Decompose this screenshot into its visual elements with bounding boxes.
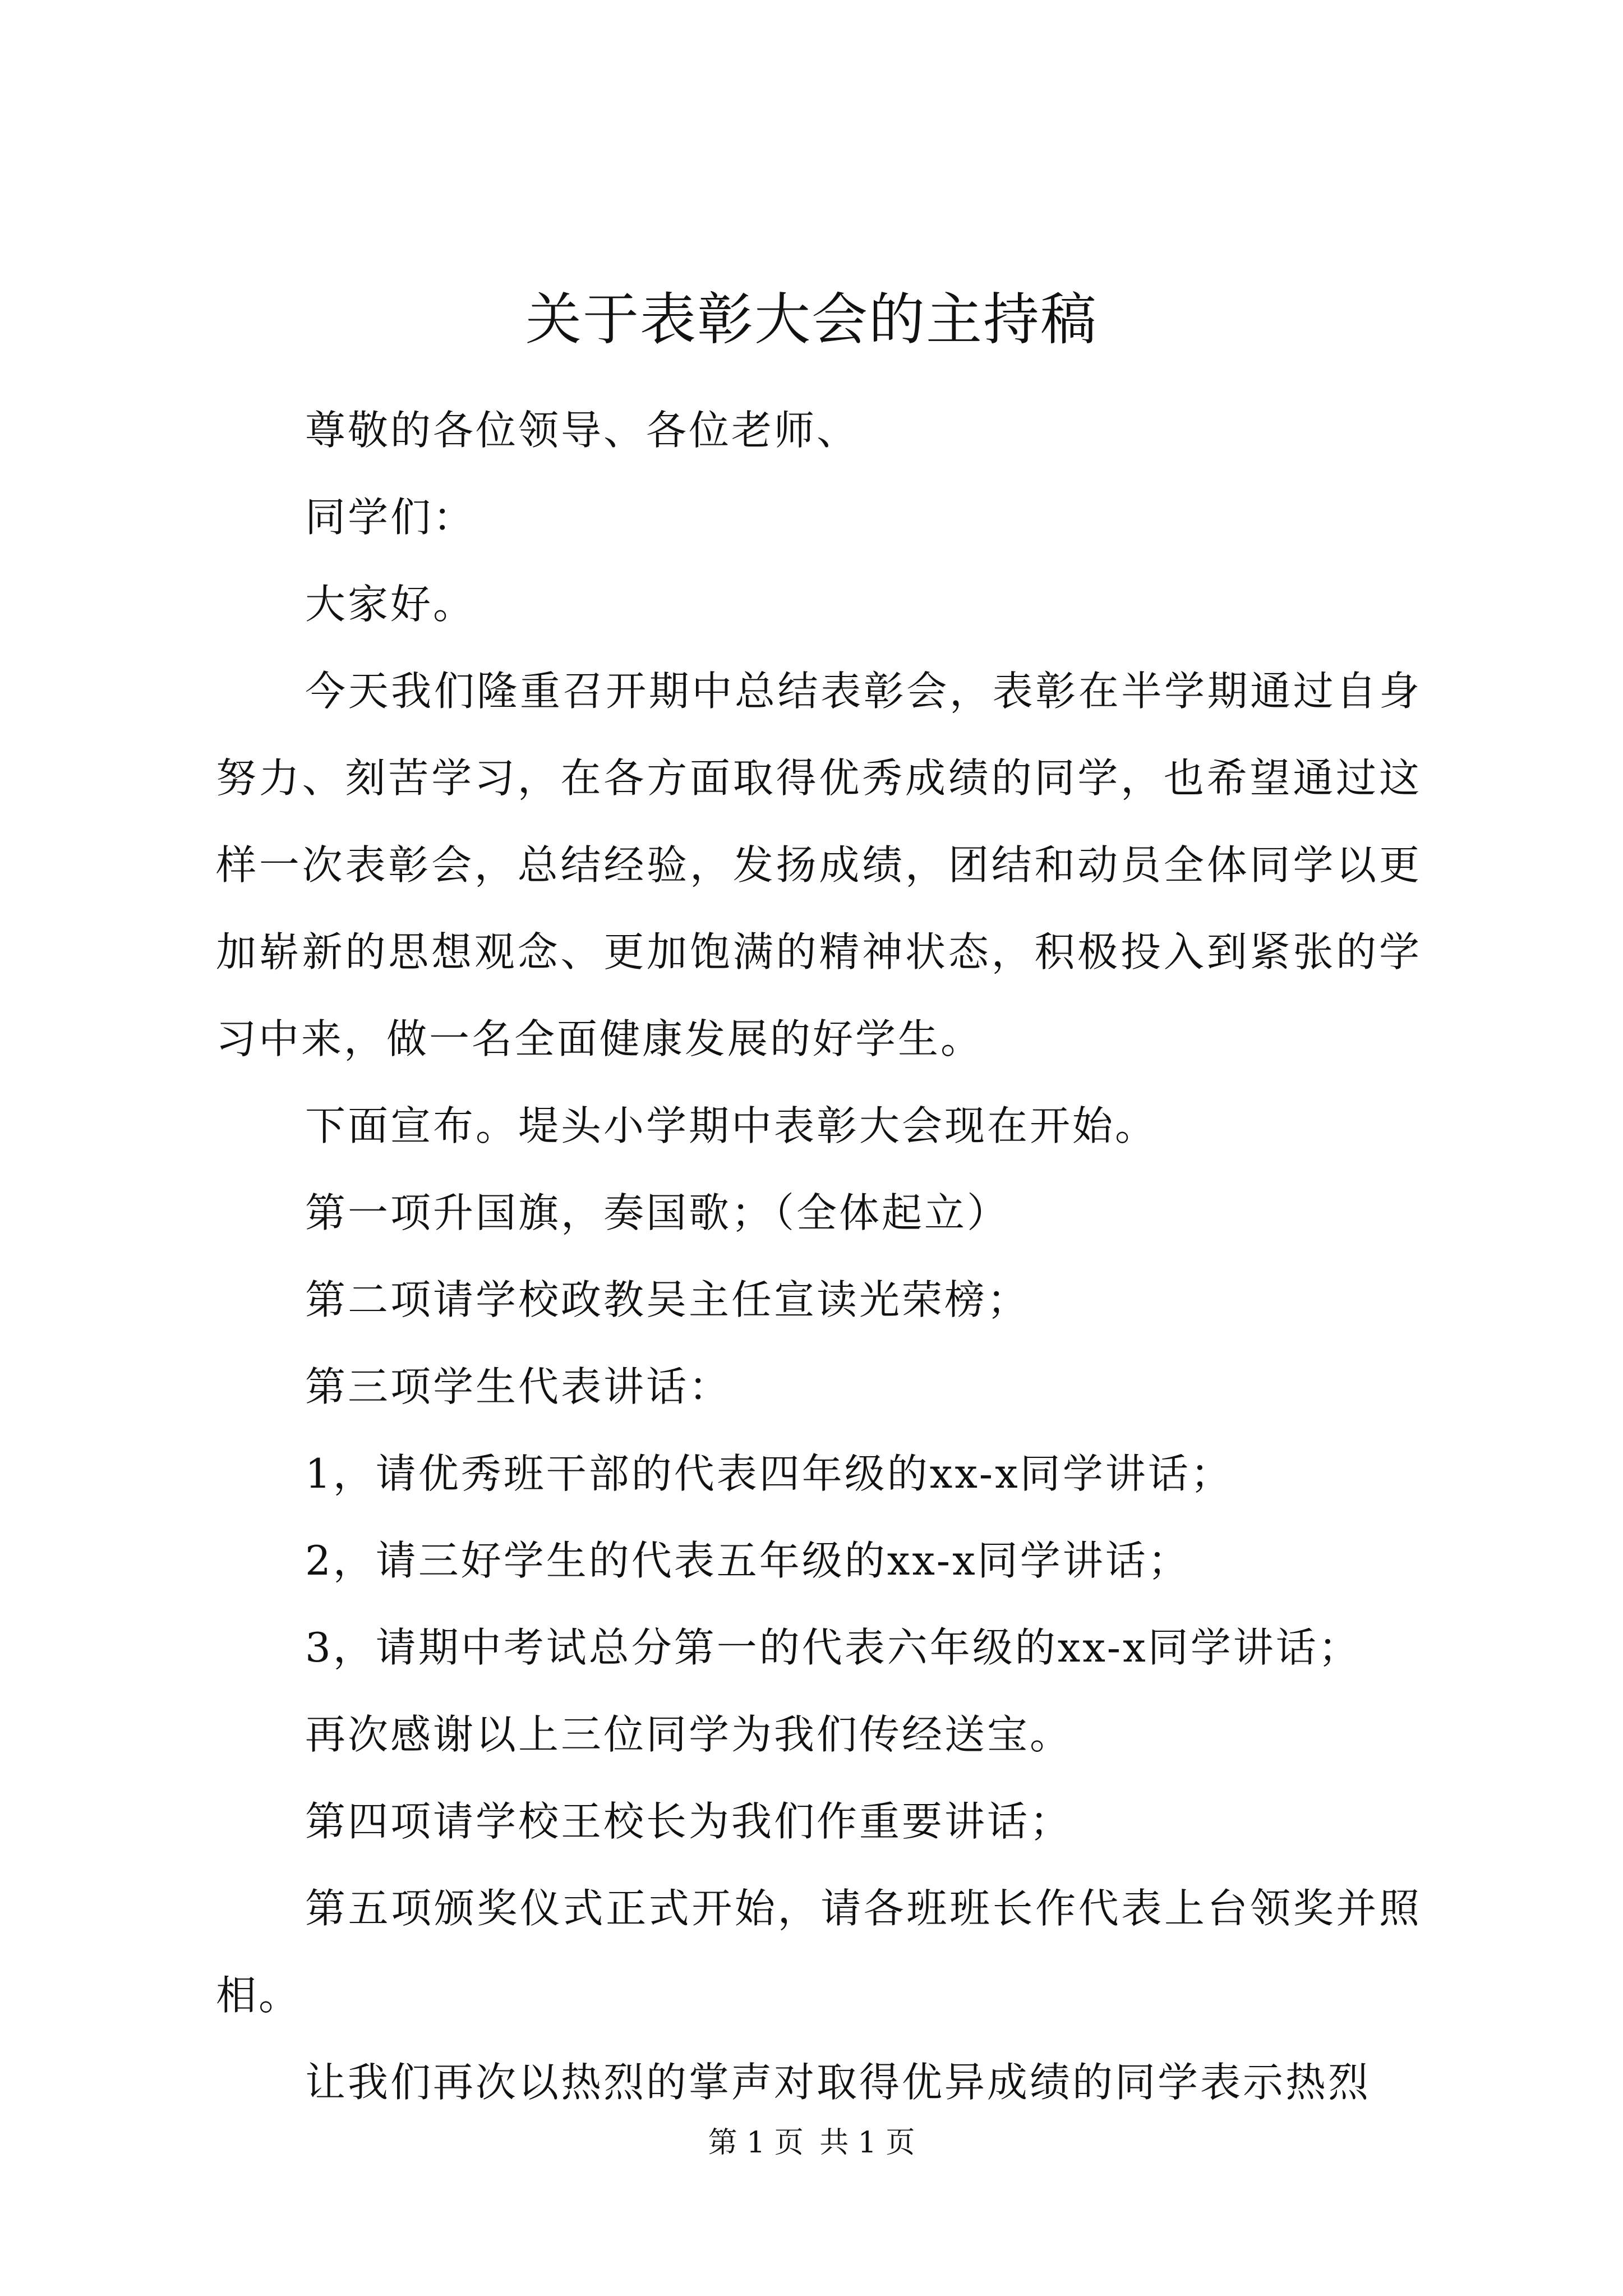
paragraph-speaker-2: 2，请三好学生的代表五年级的xx-x同学讲话；	[305, 1537, 1191, 1584]
page-footer	[0, 2123, 1623, 2162]
paragraph-speaker-1: 1，请优秀班干部的代表四年级的xx-x同学讲话；	[305, 1450, 1233, 1497]
page-number: 第 1 页	[708, 2126, 804, 2160]
paragraph-thanks: 再次感谢以上三位同学为我们传经送宝。	[305, 1711, 1073, 1758]
paragraph-salutation-1: 尊敬的各位领导、各位老师、	[305, 407, 860, 454]
paragraph-item-1: 第一项升国旗，奏国歌；（全体起立）	[305, 1189, 1010, 1236]
paragraph-announcement: 下面宣布。堤头小学期中表彰大会现在开始。	[305, 1102, 1158, 1149]
paragraph-item-4: 第四项请学校王校长为我们作重要讲话；	[305, 1798, 1073, 1845]
document-title: 关于表彰大会的主持稿	[525, 287, 1098, 352]
paragraph-applause: 让我们再次以热烈的掌声对取得优异成绩的同学表示热烈	[305, 2059, 1371, 2106]
paragraph-item-5: 第五项颁奖仪式正式开始，请各班班长作代表上台领奖并照相。	[216, 1885, 1422, 2019]
paragraph-greeting: 大家好。	[305, 581, 476, 628]
page-total: 共 1 页	[819, 2126, 915, 2160]
paragraph-item-2: 第二项请学校政教吴主任宣读光荣榜；	[305, 1276, 1030, 1323]
document-body	[216, 387, 1422, 2126]
paragraph-introduction: 今天我们隆重召开期中总结表彰会，表彰在半学期通过自身努力、刻苦学习，在各方面取得优秀成绩的同学，也希望通过这样一次表彰会，总结经验，发扬成绩，团结和动员全体同学以更加崭新的思想观念、更加饱满的精神状态，积极投入到紧张的学习中来，做一名全面健康发展的好学生。	[216, 668, 1422, 1062]
paragraph-item-3: 第三项学生代表讲话：	[305, 1363, 732, 1410]
paragraph-speaker-3: 3，请期中考试总分第一的代表六年级的xx-x同学讲话；	[305, 1624, 1361, 1671]
paragraph-salutation-2: 同学们：	[305, 494, 476, 541]
